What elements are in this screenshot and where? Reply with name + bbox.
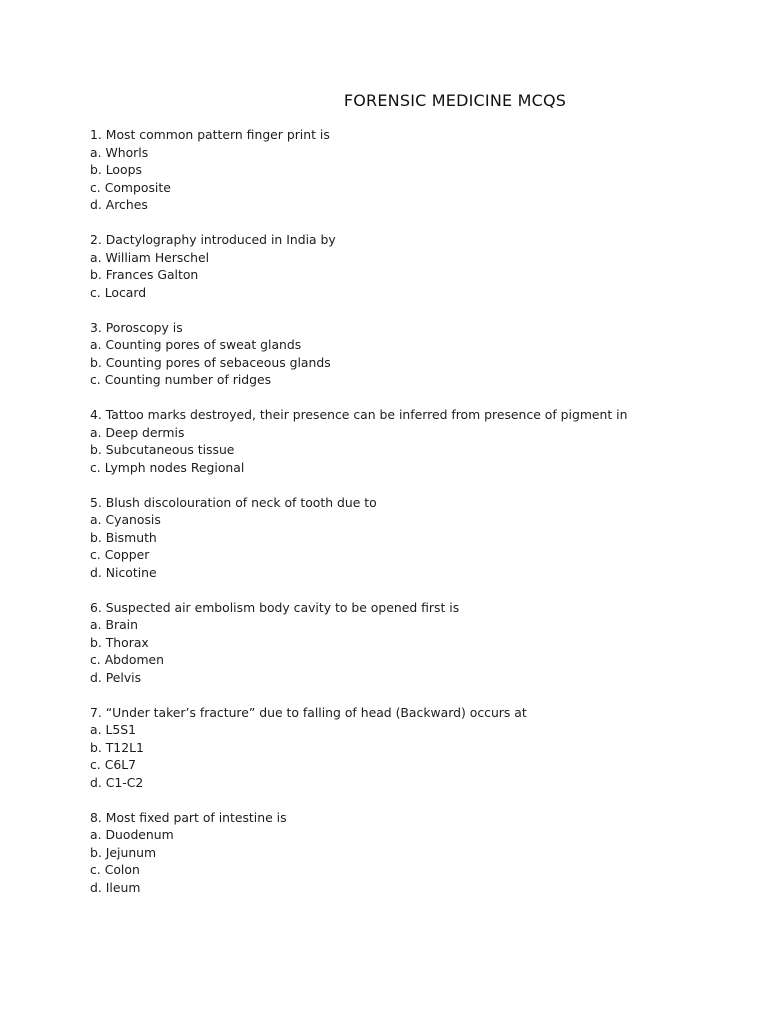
question-text: 1. Most common pattern finger print is: [90, 127, 330, 142]
question-4: [90, 406, 750, 476]
answer-option: b. Bismuth: [90, 529, 157, 545]
answer-option: a. Deep dermis: [90, 424, 185, 440]
question-text: 5. Blush discolouration of neck of tooth due to: [90, 494, 377, 510]
answer-option: a. William Herschel: [90, 249, 210, 265]
question-text: 4. Tattoo marks destroyed, their presence can be inferred from presence of pigment in: [90, 407, 628, 422]
answer-option: b. Jejunum: [90, 844, 157, 860]
answer-option: d. Pelvis: [90, 669, 142, 685]
question-2: [90, 231, 750, 301]
answer-option: c. Locard: [90, 284, 147, 300]
question-3: [90, 319, 750, 389]
answer-option: d. C1-C2: [90, 774, 144, 790]
answer-option: d. Arches: [90, 197, 148, 212]
question-text: 2. Dactylography introduced in India by: [90, 232, 336, 247]
answer-option: c. Abdomen: [90, 652, 165, 667]
answer-option: d. Nicotine: [90, 564, 157, 580]
page-title: FORENSIC MEDICINE MCQS: [343, 91, 567, 110]
question-text: 6. Suspected air embolism body cavity to be opened first is: [90, 599, 460, 615]
answer-option: b. Frances Galton: [90, 267, 199, 282]
answer-option: c. Composite: [90, 179, 171, 195]
answer-option: a. Duodenum: [90, 827, 174, 842]
question-text: 3. Poroscopy is: [90, 319, 183, 335]
answer-option: b. Counting pores of sebaceous glands: [90, 354, 331, 370]
question-1: [90, 126, 750, 214]
answer-option: c. Colon: [90, 862, 140, 877]
answer-option: a. L5S1: [90, 722, 137, 737]
question-8: [90, 809, 750, 897]
question-7: [90, 704, 750, 792]
answer-option: b. Subcutaneous tissue: [90, 442, 235, 457]
question-6: [90, 599, 750, 687]
answer-option: b. T12L1: [90, 739, 144, 755]
answer-option: c. Copper: [90, 547, 150, 562]
answer-option: a. Whorls: [90, 144, 149, 160]
question-text: 7. “Under taker’s fracture” due to falling of head (Backward) occurs at: [90, 704, 527, 720]
question-list: [90, 126, 750, 914]
answer-option: b. Thorax: [90, 634, 149, 650]
answer-option: b. Loops: [90, 162, 142, 177]
answer-option: c. Lymph nodes Regional: [90, 459, 245, 475]
answer-option: c. C6L7: [90, 757, 137, 772]
answer-option: d. Ileum: [90, 879, 141, 895]
answer-option: a. Counting pores of sweat glands: [90, 337, 302, 352]
answer-option: a. Brain: [90, 617, 138, 632]
question-text: 8. Most fixed part of intestine is: [90, 809, 287, 825]
answer-option: c. Counting number of ridges: [90, 372, 272, 387]
question-5: [90, 494, 750, 582]
answer-option: a. Cyanosis: [90, 512, 161, 527]
